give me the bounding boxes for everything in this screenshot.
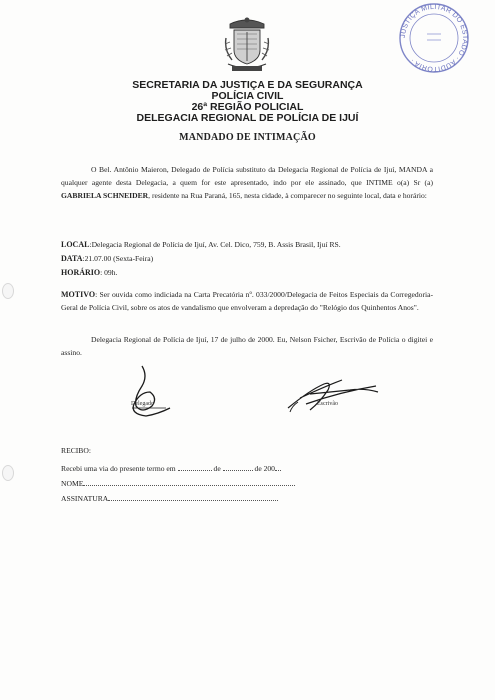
field-data bbox=[61, 254, 153, 264]
field-data-value: :21.07.00 (Sexta-Feira) bbox=[82, 254, 154, 263]
delegado-label: Delegado bbox=[131, 401, 154, 407]
header-secretaria: SECRETARIA DA JUSTIÇA E DA SEGURANÇA bbox=[132, 79, 363, 91]
receipt-assinatura-line bbox=[61, 492, 278, 504]
field-local-value: :Delegacia Regional de Polícia de Ijuí, Av. Cel. Dico, 759, B. Assis Brasil, Ijuí RS. bbox=[89, 240, 341, 249]
receipt-nome-label: NOME bbox=[61, 479, 84, 488]
receipt-assinatura-blank bbox=[108, 492, 278, 501]
field-motivo-label: MOTIVO bbox=[61, 290, 96, 299]
official-stamp-icon bbox=[391, 2, 477, 74]
field-motivo bbox=[61, 288, 433, 314]
intro-paragraph bbox=[61, 163, 433, 202]
punch-hole bbox=[2, 283, 14, 299]
receipt-day-blank bbox=[178, 462, 212, 471]
receipt-year: de 200 bbox=[254, 464, 275, 473]
field-horario bbox=[61, 268, 117, 278]
field-local-label: LOCAL bbox=[61, 240, 90, 249]
receipt-assinatura-label: ASSINATURA bbox=[61, 494, 109, 503]
header-delegacia: DELEGACIA REGIONAL DE POLÍCIA DE IJUÍ bbox=[136, 112, 359, 124]
field-motivo-value: : Ser ouvida como indiciada na Carta Precatória nº. 033/2000/Delegacia de Feitos Especiais da Corregedoria-Geral de Polícia Civil, sobre os atos de vandalismo que envolveram a depredação do "Relógio dos Quinhentos Anos". bbox=[61, 290, 433, 312]
receipt-line bbox=[61, 462, 281, 474]
field-horario-label: HORÁRIO bbox=[61, 268, 101, 277]
punch-hole bbox=[2, 465, 14, 481]
escrivao-label: Escrivão bbox=[317, 401, 338, 407]
header-regiao-policial: 26ª REGIÃO POLICIAL bbox=[191, 101, 304, 113]
receipt-de: de bbox=[213, 464, 221, 473]
intro-text-1: O Bel. Antônio Maieron, Delegado de Polícia substituto da Delegacia Regional de Polícia de Ijuí, MANDA a qualquer agente desta Delegacia, a quem for este apresentado, indo por ele assinado, que INTIME o(a) Sr (a) bbox=[61, 165, 433, 187]
field-data-label: DATA bbox=[61, 254, 83, 263]
receipt-text: Recebi uma via do presente termo em bbox=[61, 464, 176, 473]
coat-of-arms-icon bbox=[222, 14, 272, 76]
header-policia-civil: POLÍCIA CIVIL bbox=[211, 90, 284, 102]
intro-text-2: , residente na Rua Paraná, 165, nesta cidade, à comparecer no seguinte local, data e horário: bbox=[148, 191, 427, 200]
field-local bbox=[61, 240, 341, 250]
receipt-title: RECIBO: bbox=[61, 446, 91, 455]
intimated-person-name: GABRIELA SCHNEIDER bbox=[61, 191, 149, 200]
document-title: MANDADO DE INTIMAÇÃO bbox=[179, 132, 316, 143]
receipt-nome-blank bbox=[83, 477, 295, 486]
receipt-nome-line bbox=[61, 477, 295, 489]
receipt-year-blank bbox=[275, 462, 281, 471]
escrivao-signature-icon bbox=[280, 372, 390, 416]
receipt-month-blank bbox=[223, 462, 253, 471]
svg-text:JUSTIÇA MILITAR DO ESTADO · AU: JUSTIÇA MILITAR DO ESTADO · AUDITORIA · bbox=[399, 3, 469, 73]
delegado-signature-icon bbox=[112, 362, 182, 422]
closing-paragraph: Delegacia Regional de Polícia de Ijuí, 17 de julho de 2000. Eu, Nelson Fsicher, Escrivão de Polícia o digitei e assino. bbox=[61, 335, 433, 357]
field-horario-value: : 09h. bbox=[100, 268, 118, 277]
